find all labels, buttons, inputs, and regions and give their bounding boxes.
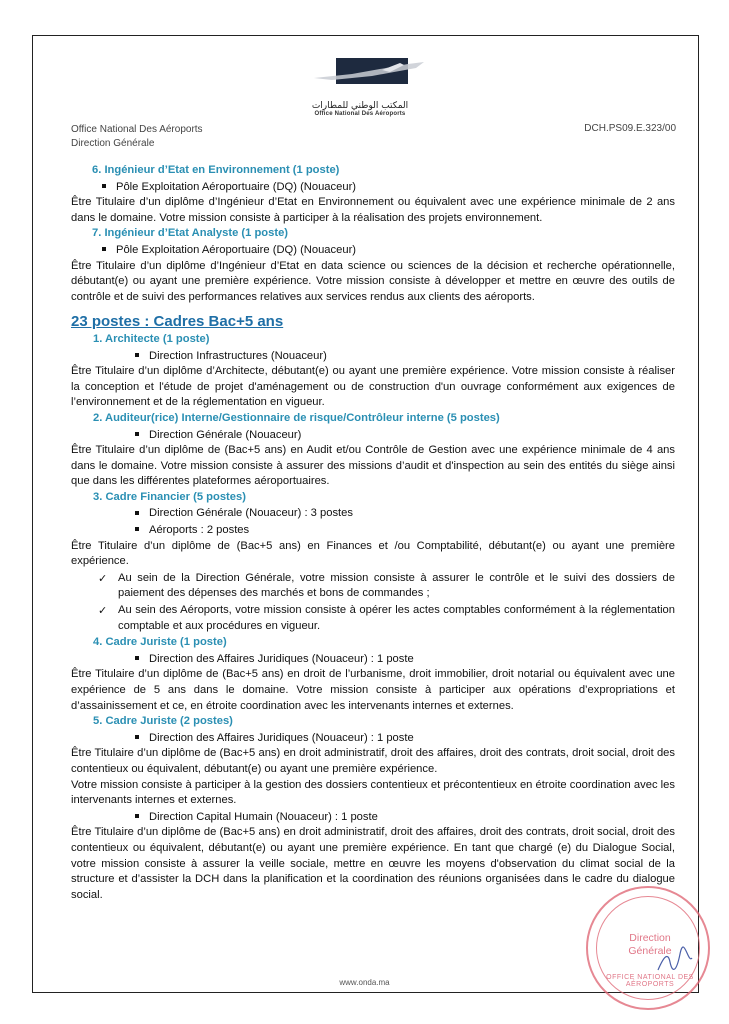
job-description: Être Titulaire d’un diplôme de (Bac+5 ans) en droit administratif, droit des affaires, droit des contrats, droit social, droit des contentieux ou équivalent, débutant(e) ou ayant une première expérience. En tant que chargé (e) du Dialogue Social, votre mission consiste à assurer la veille sociale, mettre en œuvre les moyens d'observation du climat social de la structure et d’assister la DCH dans la planification et la coordination des réunions organisées dans le cadre du dialogue social. <box>71 826 675 901</box>
bullet-item: Pôle Exploitation Aéroportuaire (DQ) (Nouaceur) <box>71 243 675 259</box>
job-title: 2. Auditeur(rice) Interne/Gestionnaire de risque/Contrôleur interne (5 postes) <box>93 411 500 424</box>
job-title: 5. Cadre Juriste (2 postes) <box>93 715 233 728</box>
job-description: Être Titulaire d’un diplôme d’Ingénieur d’Etat en Environnement ou équivalent avec une expérience minimale de 2 ans dans le domaine. Votre mission consiste à participer à la réalisation des projets environnement. <box>71 196 675 224</box>
square-bullet-icon <box>135 527 139 531</box>
document-reference: DCH.PS09.E.323/00 <box>584 123 676 134</box>
job-title: 3. Cadre Financier (5 postes) <box>93 490 246 503</box>
job-description: Être Titulaire d’un diplôme de (Bac+5 ans) en Audit et/ou Contrôle de Gestion avec une expérience minimale de 4 ans dans le domaine. Votre mission consiste à assurer des missions d’audit et d'inspection au sein des entités du siège ainsi que dans les différentes plateformes aéroportuaires. <box>71 444 675 488</box>
bullet-item: Direction Infrastructures (Nouaceur) <box>71 349 675 365</box>
stamp-label: Direction Générale <box>628 932 672 957</box>
square-bullet-icon <box>135 814 139 818</box>
org-name-arabic: المكتب الوطني للمطارات <box>311 101 409 111</box>
bullet-item: Direction Générale (Nouaceur) <box>71 428 675 444</box>
stamp-ring-text: OFFICE NATIONAL DES AÉROPORTS <box>606 974 694 988</box>
signature-icon <box>654 946 694 976</box>
job-title: 4. Cadre Juriste (1 poste) <box>93 636 227 649</box>
job-description: Être Titulaire d’un diplôme de (Bac+5 ans) en droit de l’urbanisme, droit immobilier, droit notarial ou équivalent avec une expérience de 5 ans dans le domaine. Votre mission consiste à participer aux opérations d’expropriations et d’assainissement et ce, en étroite coordination avec les intervenants internes et externes. <box>71 668 675 712</box>
header-direction: Direction Générale <box>71 138 155 149</box>
airplane-logo-icon <box>312 60 430 86</box>
check-item: ✓ Au sein des Aéroports, votre mission consiste à opérer les actes comptables conformément à la réglementation comptable et aux procédures en vigueur. <box>71 603 675 634</box>
job-description: Être Titulaire d’un diplôme de (Bac+5 ans) en droit administratif, droit des affaires, droit des contrats, droit social, droit des contentieux ou équivalent, débutant(e) ou ayant une première expérience. <box>71 747 675 775</box>
bullet-item: Direction des Affaires Juridiques (Nouaceur) : 1 poste <box>71 652 675 668</box>
job-description: Être Titulaire d’un diplôme de (Bac+5 ans) en Finances et /ou Comptabilité, débutant(e) ou ayant une première expérience. <box>71 539 675 568</box>
job-title: 7. Ingénieur d’Etat Analyste (1 poste) <box>92 227 289 240</box>
section-heading: 23 postes : Cadres Bac+5 ans <box>71 313 284 331</box>
square-bullet-icon <box>135 511 139 515</box>
bullet-item: Aéroports : 2 postes <box>71 523 675 539</box>
header-left <box>71 123 203 151</box>
document-body <box>71 163 675 903</box>
job-description: Votre mission consiste à participer à la gestion des dossiers contentieux et précontentieux en étroite coordination avec les intervenants internes et externes. <box>71 778 675 807</box>
bullet-item: Direction Capital Humain (Nouaceur) : 1 poste <box>71 810 675 826</box>
checkmark-icon: ✓ <box>98 571 108 585</box>
square-bullet-icon <box>135 432 139 436</box>
job-description: Être Titulaire d’un diplôme d’Architecte, débutant(e) ou ayant une première expérience. Votre mission consiste à réaliser la conception et l'étude de projet d'aménagement ou de construction d'un ouvrage conformément aux exigences de l’environnement et de la réglementation en vigueur. <box>71 365 675 409</box>
footer-url: www.onda.ma <box>339 978 390 987</box>
job-title: 1. Architecte (1 poste) <box>93 332 210 345</box>
square-bullet-icon <box>135 656 139 660</box>
bullet-item: Direction des Affaires Juridiques (Nouaceur) : 1 poste <box>71 731 675 747</box>
square-bullet-icon <box>102 247 106 251</box>
bullet-item: Pôle Exploitation Aéroportuaire (DQ) (Nouaceur) <box>71 180 675 196</box>
square-bullet-icon <box>135 353 139 357</box>
square-bullet-icon <box>135 735 139 739</box>
bullet-item: Direction Générale (Nouaceur) : 3 postes <box>71 506 675 522</box>
check-item: ✓ Au sein de la Direction Générale, votre mission consiste à assurer le contrôle et le suivi des dossiers de paiement des dépenses des marchés et bons de commandes ; <box>71 571 675 602</box>
square-bullet-icon <box>102 184 106 188</box>
header-org: Office National Des Aéroports <box>71 124 203 135</box>
job-title: 6. Ingénieur d’Etat en Environnement (1 poste) <box>92 164 340 176</box>
checkmark-icon: ✓ <box>98 604 108 618</box>
org-name-french: Office National Des Aéroports <box>314 111 406 117</box>
job-description: Être Titulaire d’un diplôme d’Ingénieur d’Etat en data science ou sciences de la décision et recherche opérationnelle, débutant(e) ou ayant une première expérience. Votre mission consiste à développer et mettre en œuvre des outils de contrôle et de suivi des performances relatives aux services rendus aux clients des aéroports. <box>71 259 675 303</box>
